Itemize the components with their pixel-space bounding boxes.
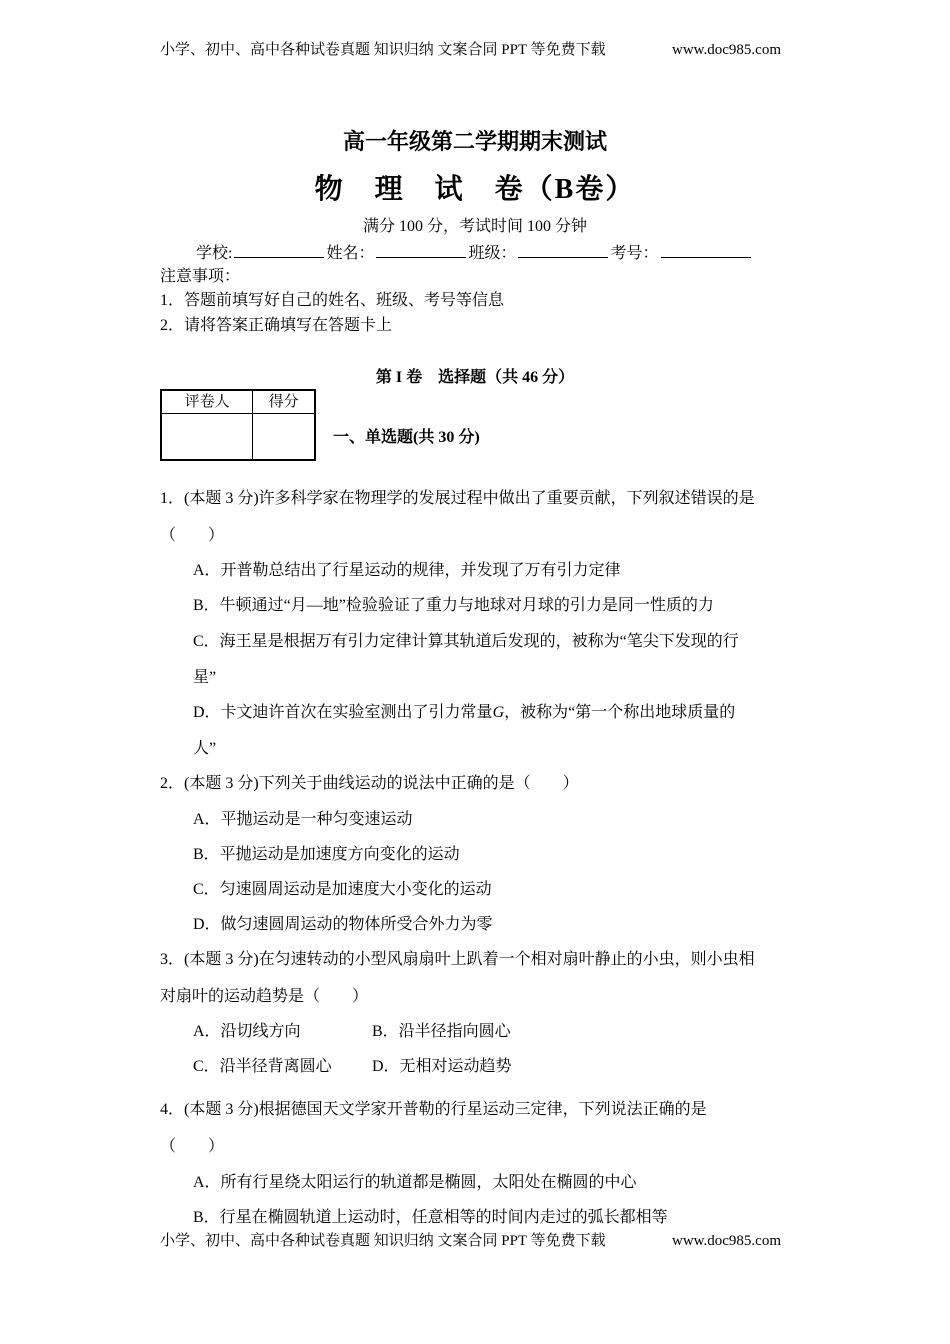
notice-title: 注意事项： bbox=[160, 268, 241, 285]
gravitational-constant-symbol: G bbox=[492, 704, 505, 721]
option-d-text-after: ，被称为“第一个称出地球质量的 bbox=[504, 704, 736, 721]
student-info-row bbox=[196, 242, 753, 264]
name-label: 姓名： bbox=[326, 245, 375, 262]
question-1-option-d-continued: 人” bbox=[193, 740, 217, 757]
question-1-option-a: A．开普勒总结出了行星运动的规律，并发现了万有引力定律 bbox=[193, 562, 621, 579]
school-blank bbox=[234, 242, 324, 258]
question-4-option-a: A．所有行星绕太阳运行的轨道都是椭圆，太阳处在椭圆的中心 bbox=[193, 1174, 637, 1191]
question-4-option-b: B．行星在椭圆轨道上运动时，任意相等的时间内走过的弧长都相等 bbox=[193, 1209, 668, 1226]
exam-subtitle: 物 理 试 卷（B卷） bbox=[314, 174, 636, 205]
exam-title: 高一年级第二学期期末测试 bbox=[342, 129, 607, 154]
question-3-option-c: C．沿半径背离圆心 bbox=[193, 1058, 332, 1075]
score-info: 满分 100 分，考试时间 100 分钟 bbox=[362, 218, 587, 235]
score-header: 得分 bbox=[253, 390, 315, 414]
question-3-option-a: A．沿切线方向 bbox=[193, 1023, 301, 1040]
page-footer-text: 小学、初中、高中各种试卷真题 知识归纳 文案合同 PPT 等免费下载 bbox=[160, 1233, 606, 1249]
question-2-option-a: A．平抛运动是一种匀变速运动 bbox=[193, 811, 413, 828]
question-2-option-c: C．匀速圆周运动是加速度大小变化的运动 bbox=[193, 881, 492, 898]
exam-number-label: 考号： bbox=[610, 245, 659, 262]
question-1-option-c-continued: 星” bbox=[193, 669, 217, 686]
question-3-stem-continued: 对扇叶的运动趋势是（ ） bbox=[160, 988, 369, 1005]
school-label: 学校: bbox=[196, 245, 233, 262]
grading-table bbox=[160, 389, 316, 461]
page-footer-url: www.doc985.com bbox=[672, 1233, 782, 1249]
grader-header: 评卷人 bbox=[161, 390, 253, 414]
notice-item: 2．请将答案正确填写在答题卡上 bbox=[160, 317, 393, 334]
question-2-option-b: B．平抛运动是加速度方向变化的运动 bbox=[193, 846, 460, 863]
question-4-answer-blank: （ ） bbox=[160, 1138, 225, 1155]
question-1-option-d bbox=[193, 703, 735, 723]
question-3-option-b: B．沿半径指向圆心 bbox=[372, 1023, 511, 1040]
question-1-stem: 1．(本题 3 分)许多科学家在物理学的发展过程中做出了重要贡献，下列叙述错误的是 bbox=[160, 490, 755, 507]
question-4-stem: 4．(本题 3 分)根据德国天文学家开普勒的行星运动三定律，下列说法正确的是 bbox=[160, 1101, 707, 1118]
question-2-option-d: D．做匀速圆周运动的物体所受合外力为零 bbox=[193, 916, 493, 933]
notice-item: 1．答题前填写好自己的姓名、班级、考号等信息 bbox=[160, 292, 505, 309]
class-blank bbox=[518, 242, 608, 258]
question-1-answer-blank: （ ） bbox=[160, 527, 225, 544]
section-title: 第 I 卷 选择题（共 46 分） bbox=[375, 369, 575, 386]
grader-cell bbox=[161, 414, 253, 461]
part-title: 一、单选题(共 30 分) bbox=[333, 429, 480, 446]
exam-number-blank bbox=[661, 242, 751, 258]
question-1-option-c: C．海王星是根据万有引力定律计算其轨道后发现的，被称为“笔尖下发现的行 bbox=[193, 633, 739, 650]
name-blank bbox=[376, 242, 466, 258]
question-1-option-b: B．牛顿通过“月—地”检验验证了重力与地球对月球的引力是同一性质的力 bbox=[193, 597, 714, 614]
question-2-stem: 2．(本题 3 分)下列关于曲线运动的说法中正确的是（ ） bbox=[160, 775, 579, 792]
page-header-text: 小学、初中、高中各种试卷真题 知识归纳 文案合同 PPT 等免费下载 bbox=[160, 42, 606, 58]
class-label: 班级： bbox=[468, 245, 517, 262]
question-3-stem: 3．(本题 3 分)在匀速转动的小型风扇扇叶上趴着一个相对扇叶静止的小虫，则小虫相 bbox=[160, 951, 755, 968]
question-3-option-d: D．无相对运动趋势 bbox=[372, 1058, 512, 1075]
page-header-url: www.doc985.com bbox=[672, 42, 782, 58]
option-d-text-before: D．卡文迪许首次在实验室测出了引力常量 bbox=[193, 704, 493, 721]
score-cell bbox=[253, 414, 315, 461]
